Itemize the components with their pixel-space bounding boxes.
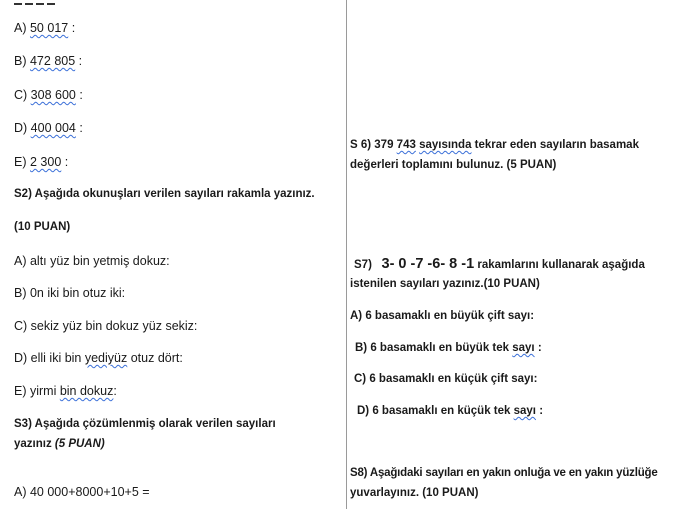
- s7-item-b: B) 6 basamaklı en büyük tek sayı :: [355, 342, 542, 354]
- s6-question-line1: S 6) 379 743 sayısında tekrar eden sayıların basamak: [350, 139, 639, 151]
- s8-question-line1: S8) Aşağıdaki sayıları en yakın onluğa ve en yakın yüzlüğe: [350, 467, 658, 479]
- s7-item-d: D) 6 basamaklı en küçük tek sayı :: [357, 405, 544, 417]
- s8-question-line2: yuvarlayınız. (10 PUAN): [350, 487, 479, 499]
- column-divider: [346, 0, 347, 509]
- s1-item-a: A) 50 017 :: [14, 21, 76, 35]
- s1-item-e: E) 2 300 :: [14, 155, 69, 169]
- s1-item-d: D) 400 004 :: [14, 121, 83, 135]
- s3-title-line2: yazınız (5 PUAN): [14, 438, 105, 450]
- s2-item-e: E) yirmi bin dokuz:: [14, 384, 117, 398]
- s7-digits: 3- 0 -7 -6- 8 -1: [381, 256, 475, 272]
- s2-title: S2) Aşağıda okunuşları verilen sayıları rakamla yazınız.: [14, 188, 315, 200]
- s6-question-line2: değerleri toplamını bulunuz. (5 PUAN): [350, 159, 557, 171]
- s1-item-b: B) 472 805 :: [14, 54, 83, 68]
- s7-question-line1: S7) 3- 0 -7 -6- 8 -1 rakamlarını kullanarak aşağıda: [354, 256, 645, 272]
- s3-title-line1: S3) Aşağıda çözümlenmiş olarak verilen sayıları: [14, 418, 276, 430]
- s2-item-d: D) elli iki bin yediyüz otuz dört:: [14, 351, 183, 365]
- s3-item-a: A) 40 000+8000+10+5 =: [14, 485, 150, 499]
- s2-item-b: B) 0n iki bin otuz iki:: [14, 286, 126, 300]
- cut-off-heading-fragment: [14, 0, 74, 2]
- s7-question-line2: istenilen sayıları yazınız.(10 PUAN): [350, 278, 540, 290]
- s7-item-a: A) 6 basamaklı en büyük çift sayı:: [350, 310, 535, 322]
- s7-item-c: C) 6 basamaklı en küçük çift sayı:: [354, 373, 538, 385]
- s2-item-a: A) altı yüz bin yetmiş dokuz:: [14, 254, 170, 268]
- s2-points: (10 PUAN): [14, 221, 71, 233]
- s1-item-c: C) 308 600 :: [14, 88, 83, 102]
- s2-item-c: C) sekiz yüz bin dokuz yüz sekiz:: [14, 319, 198, 333]
